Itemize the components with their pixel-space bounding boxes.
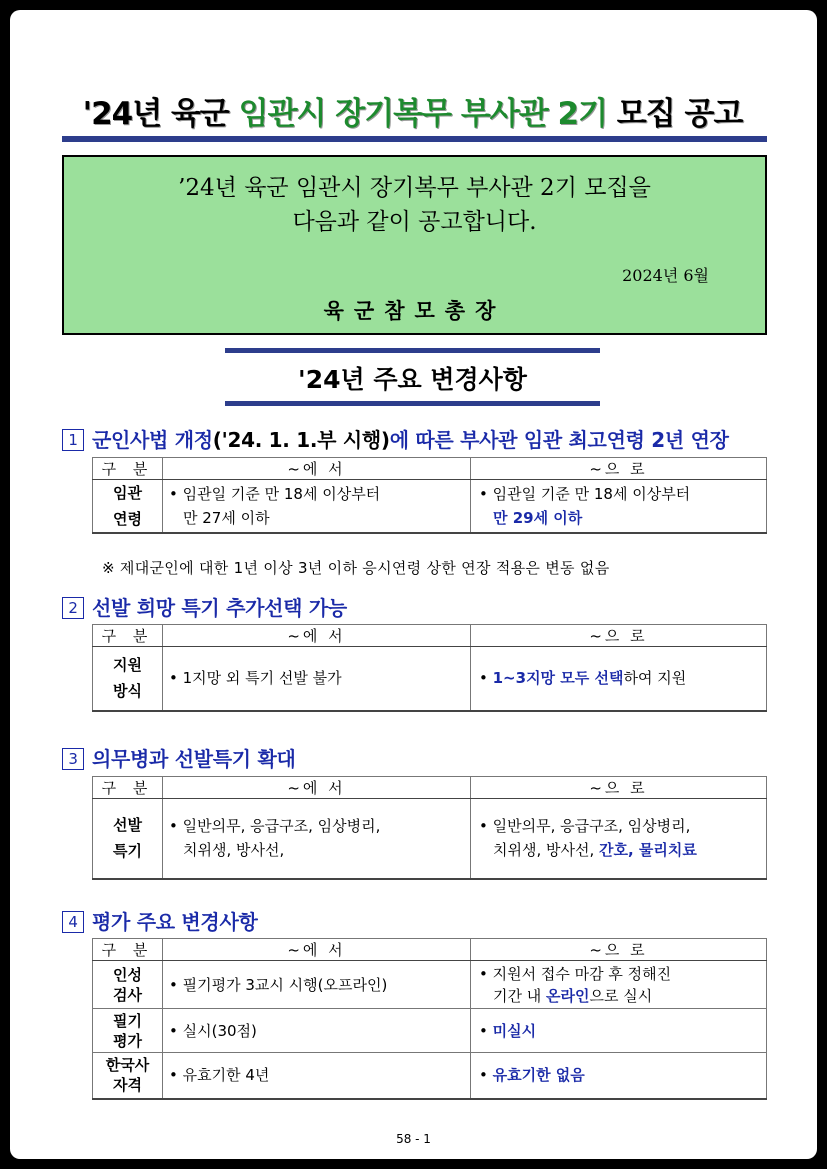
label-line-1: 한국사 [105, 1056, 150, 1075]
heading-bar-top [225, 348, 600, 353]
title-highlight: 임관시 장기복무 부사관 2기 [238, 96, 608, 132]
from-cell: • 실시(30점) [163, 1009, 471, 1053]
to-line-1: 일반의무, 응급구조, 임상병리, [492, 817, 691, 836]
to-text: 미실시 [492, 1021, 537, 1040]
notice-box [62, 155, 767, 335]
label-line-1: 지원 [113, 656, 142, 675]
table-row [93, 799, 767, 879]
row-label [93, 1053, 163, 1099]
row-label [93, 480, 163, 534]
section-number: 2 [62, 597, 84, 619]
section-title-c: 에 따른 부사관 임관 최고연령 2년 연장 [389, 428, 729, 452]
changes-heading-text: '24년 주요 변경사항 [298, 365, 527, 394]
section-2-heading [62, 592, 347, 621]
from-line-1: 일반의무, 응급구조, 임상병리, [182, 817, 381, 836]
to-line-1: 지원서 접수 마감 후 정해진 [492, 964, 672, 983]
header-gubun: 구 분 [93, 939, 163, 961]
section-title-a: 군인사법 개정 [92, 428, 213, 452]
from-text: 1지망 외 특기 선발 불가 [182, 669, 342, 688]
label-line-2: 검사 [113, 985, 142, 1004]
table-header-row [93, 939, 767, 961]
to-highlight: 1~3지망 모두 선택 [492, 669, 624, 688]
to-line-2b: 간호, 물리치료 [599, 841, 697, 860]
section-3-table [92, 776, 767, 880]
notice-date: 2024년 6월 [622, 266, 709, 285]
to-cell: • 임관일 기준 만 18세 이상부터 만 29세 이하 [471, 480, 767, 534]
to-line-2: 만 29세 이하 [493, 509, 583, 527]
to-line-2c: 으로 실시 [589, 986, 653, 1005]
to-cell: • 유효기한 없음 [471, 1053, 767, 1099]
row-label [93, 799, 163, 879]
row-label [93, 647, 163, 711]
to-rest: 하여 지원 [623, 669, 687, 688]
from-text: 필기평가 3교시 시행(오프라인) [182, 975, 388, 994]
table-row [93, 647, 767, 711]
table-row [93, 1053, 767, 1099]
from-cell: • 일반의무, 응급구조, 임상병리, 치위생, 방사선, [163, 799, 471, 879]
table-row [93, 480, 767, 534]
from-line-1: 임관일 기준 만 18세 이상부터 [182, 485, 381, 503]
label-line-1: 선발 [113, 816, 142, 835]
table-row [93, 961, 767, 1009]
section-number: 4 [62, 911, 84, 933]
label-line-2: 평가 [113, 1031, 142, 1050]
title-suffix: 모집 공고 [607, 96, 743, 132]
notice-line-2: 다음과 같이 공고합니다. [292, 209, 537, 235]
header-to: ~으 로 [471, 939, 767, 961]
table-header-row [93, 458, 767, 480]
header-gubun: 구 분 [93, 625, 163, 647]
header-gubun: 구 분 [93, 458, 163, 480]
title-prefix: '24년 육군 [82, 96, 239, 132]
section-1-note: ※ 제대군인에 대한 1년 이상 3년 이하 응시연령 상한 연장 적용은 변동 없음 [102, 559, 610, 577]
header-to: ~으 로 [471, 777, 767, 799]
title-underline [62, 136, 767, 142]
label-line-1: 임관 [113, 484, 142, 502]
section-4-table [92, 938, 767, 1100]
to-text: 유효기한 없음 [492, 1066, 585, 1085]
notice-signatory: 육군참모총장 [323, 299, 506, 323]
to-cell: • 미실시 [471, 1009, 767, 1053]
label-line-2: 방식 [113, 682, 142, 701]
section-1-heading [62, 424, 729, 453]
section-2-table [92, 624, 767, 712]
from-cell: • 임관일 기준 만 18세 이상부터 만 27세 이하 [163, 480, 471, 534]
label-line-1: 인성 [113, 965, 142, 984]
to-line-1: 임관일 기준 만 18세 이상부터 [492, 485, 691, 503]
table-row [93, 1009, 767, 1053]
section-title: 의무병과 선발특기 확대 [92, 747, 296, 771]
section-title: 평가 주요 변경사항 [92, 910, 258, 934]
section-3-heading [62, 743, 296, 772]
row-label [93, 961, 163, 1009]
label-line-2: 연령 [113, 510, 142, 528]
from-text: 유효기한 4년 [182, 1066, 270, 1085]
to-cell: • 일반의무, 응급구조, 임상병리, 치위생, 방사선, 간호, 물리치료 [471, 799, 767, 879]
table-header-row [93, 777, 767, 799]
notice-line-1: ’24년 육군 임관시 장기복무 부사관 2기 모집을 [178, 175, 651, 201]
label-line-2: 특기 [113, 842, 142, 861]
from-line-2: 만 27세 이하 [183, 509, 270, 527]
from-line-2: 치위생, 방사선, [183, 841, 285, 860]
header-gubun: 구 분 [93, 777, 163, 799]
header-from: ~에 서 [163, 458, 471, 480]
heading-bar-bottom [225, 401, 600, 406]
notice-text [64, 171, 765, 239]
to-line-2b: 온라인 [546, 986, 590, 1005]
section-number: 3 [62, 748, 84, 770]
row-label [93, 1009, 163, 1053]
section-1-table [92, 457, 767, 534]
label-line-2: 자격 [113, 1076, 142, 1095]
to-cell: • 1~3지망 모두 선택하여 지원 [471, 647, 767, 711]
page-title [50, 88, 775, 133]
to-line-2a: 기간 내 [493, 986, 547, 1005]
from-text: 실시(30점) [182, 1021, 257, 1040]
table-header-row [93, 625, 767, 647]
header-from: ~에 서 [163, 625, 471, 647]
to-cell: • 지원서 접수 마감 후 정해진 기간 내 온라인으로 실시 [471, 961, 767, 1009]
section-number: 1 [62, 429, 84, 451]
header-from: ~에 서 [163, 939, 471, 961]
section-4-heading [62, 906, 258, 935]
changes-heading [225, 348, 600, 406]
section-title-b: ('24. 1. 1.부 시행) [212, 428, 390, 452]
page-number: 58 - 1 [396, 1132, 431, 1146]
document-page [10, 10, 817, 1159]
label-line-1: 필기 [113, 1011, 142, 1030]
header-to: ~으 로 [471, 458, 767, 480]
from-cell: • 1지망 외 특기 선발 불가 [163, 647, 471, 711]
header-from: ~에 서 [163, 777, 471, 799]
to-line-2a: 치위생, 방사선, [493, 841, 600, 860]
header-to: ~으 로 [471, 625, 767, 647]
from-cell: • 필기평가 3교시 시행(오프라인) [163, 961, 471, 1009]
from-cell: • 유효기한 4년 [163, 1053, 471, 1099]
section-title: 선발 희망 특기 추가선택 가능 [92, 596, 347, 620]
